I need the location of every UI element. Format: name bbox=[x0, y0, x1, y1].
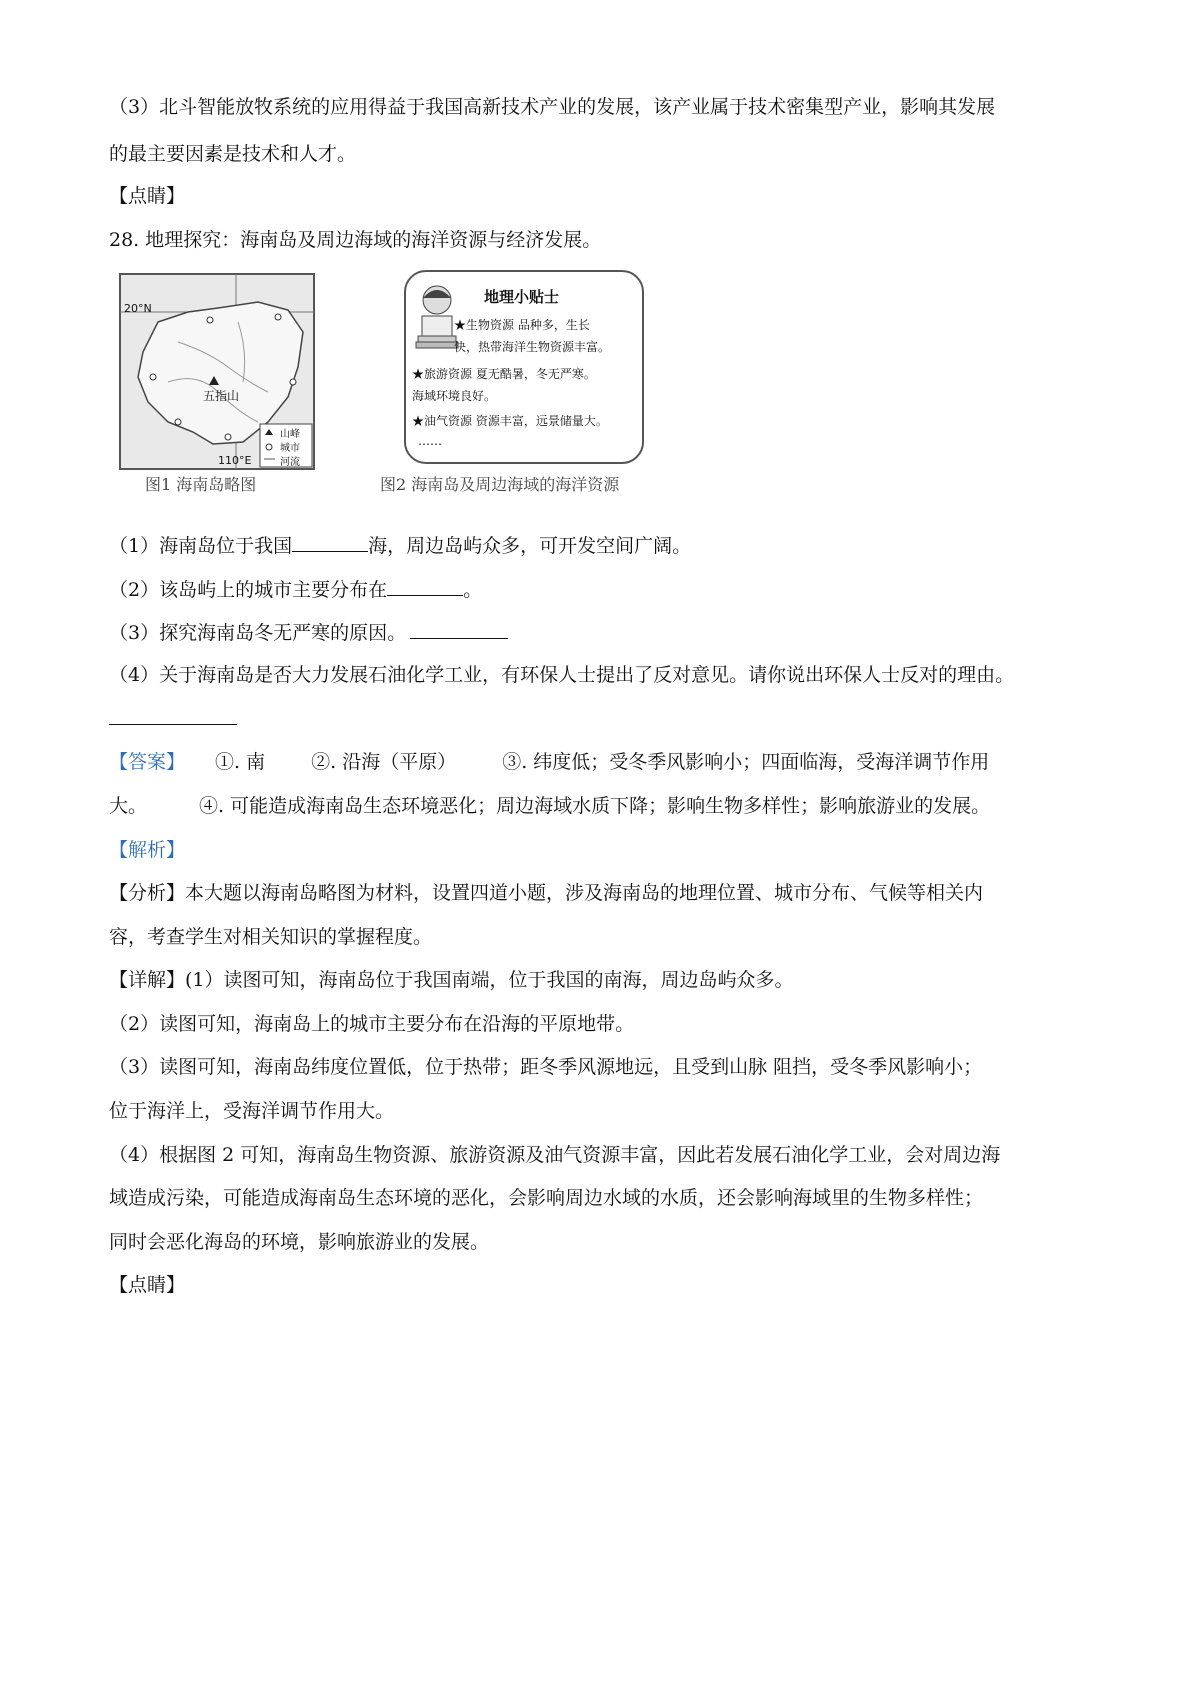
tips-header: 地理小贴士 bbox=[484, 288, 560, 306]
prev-q3-line2: 的最主要因素是技术和人才。 bbox=[109, 143, 357, 165]
tips-item-5: ★油气资源 资源丰富，远景储量大。 bbox=[412, 414, 608, 428]
figure-1-caption: 图1 海南岛略图 bbox=[145, 475, 257, 494]
xiangjie-line-4a: （4）根据图 2 可知，海南岛生物资源、旅游资源及油气资源丰富，因此若发展石油化学工业，会对周边海 bbox=[109, 1144, 1001, 1166]
prev-q3-line1: （3）北斗智能放牧系统的应用得益于我国高新技术产业的发展，该产业属于技术密集型产业，影响其发展 bbox=[109, 96, 996, 118]
sub-question-2-end: 。 bbox=[463, 579, 483, 601]
answer-line-1 bbox=[109, 749, 989, 775]
figure-2-caption: 图2 海南岛及周边海域的海洋资源 bbox=[380, 475, 620, 494]
sub-question-3 bbox=[109, 618, 508, 646]
legend-city: 城市 bbox=[280, 443, 300, 454]
answer-1: ①. 南 bbox=[215, 751, 266, 773]
figure-2-tips-box bbox=[404, 270, 644, 464]
prev-dianjing: 【点睛】 bbox=[109, 185, 186, 207]
blank-1 bbox=[292, 531, 368, 552]
xiangjie-line-3a: （3）读图可知，海南岛纬度位置低，位于热带；距冬季风源地远，且受到山脉 阻挡，受冬季风影响小； bbox=[109, 1056, 983, 1078]
question-title: 28. 地理探究：海南岛及周边海域的海洋资源与经济发展。 bbox=[109, 229, 602, 251]
sub-question-4: （4）关于海南岛是否大力发展石油化学工业，有环保人士提出了反对意见。请你说出环保人士反对的理由。 bbox=[109, 664, 1015, 686]
lon-label: 110°E bbox=[218, 454, 252, 467]
answer-2: ②. 沿海（平原） bbox=[311, 751, 457, 773]
analysis-tag: 【解析】 bbox=[109, 839, 186, 861]
answer-tag: 【答案】 bbox=[109, 751, 186, 773]
sub-question-2-text: （2）该岛屿上的城市主要分布在 bbox=[109, 579, 388, 601]
tips-item-3: ★旅游资源 夏无酷暑，冬无严寒。 bbox=[412, 367, 596, 381]
sub-question-1 bbox=[109, 531, 691, 559]
tips-item-1: ★生物资源 品种多，生长 bbox=[454, 318, 590, 332]
blank-4 bbox=[109, 724, 237, 725]
blank-2 bbox=[387, 575, 463, 596]
xiangjie-line-3b: 位于海洋上，受海洋调节作用大。 bbox=[109, 1100, 395, 1122]
tips-item-2: 快，热带海洋生物资源丰富。 bbox=[454, 340, 611, 354]
answer-4: ④. 可能造成海南岛生态环境恶化；周边海域水质下降；影响生物多样性；影响旅游业的发展。 bbox=[199, 795, 991, 817]
mountain-label: 五指山 bbox=[203, 389, 240, 403]
xiangjie-line-2: （2）读图可知，海南岛上的城市主要分布在沿海的平原地带。 bbox=[109, 1013, 635, 1035]
dianjing: 【点睛】 bbox=[109, 1274, 186, 1296]
answer-line-2 bbox=[109, 793, 990, 819]
xiangjie-line-1: 【详解】(1）读图可知，海南岛位于我国南端，位于我国的南海，周边岛屿众多。 bbox=[109, 969, 794, 991]
answer-3: ③. 纬度低；受冬季风影响小；四面临海，受海洋调节作用 bbox=[502, 751, 990, 773]
sub-question-1-text-b: 海，周边岛屿众多，可开发空间广阔。 bbox=[368, 535, 692, 557]
fenxi-line-2: 容，考查学生对相关知识的掌握程度。 bbox=[109, 926, 433, 948]
lat-label: 20°N bbox=[124, 302, 152, 315]
legend-river: 河流 bbox=[280, 457, 300, 468]
xiangjie-line-4b: 域造成污染，可能造成海南岛生态环境的恶化，会影响周边水域的水质，还会影响海域里的生物多样性； bbox=[109, 1187, 984, 1209]
sub-question-3-text: （3）探究海南岛冬无严寒的原因。 bbox=[109, 622, 407, 644]
blank-3 bbox=[410, 618, 508, 639]
xiangjie-line-4c: 同时会恶化海岛的环境，影响旅游业的发展。 bbox=[109, 1231, 490, 1253]
tips-item-6: …… bbox=[418, 434, 442, 448]
sub-question-1-text-a: （1）海南岛位于我国 bbox=[109, 535, 293, 557]
tips-item-4: 海域环境良好。 bbox=[412, 389, 497, 403]
sub-question-2 bbox=[109, 575, 482, 603]
answer-3-end: 大。 bbox=[109, 795, 148, 817]
fenxi-line-1: 【分析】本大题以海南岛略图为材料，设置四道小题，涉及海南岛的地理位置、城市分布、气候等相关内 bbox=[109, 882, 984, 904]
legend-peak: 山峰 bbox=[280, 429, 300, 440]
figure-1-hainan-map bbox=[118, 272, 318, 496]
